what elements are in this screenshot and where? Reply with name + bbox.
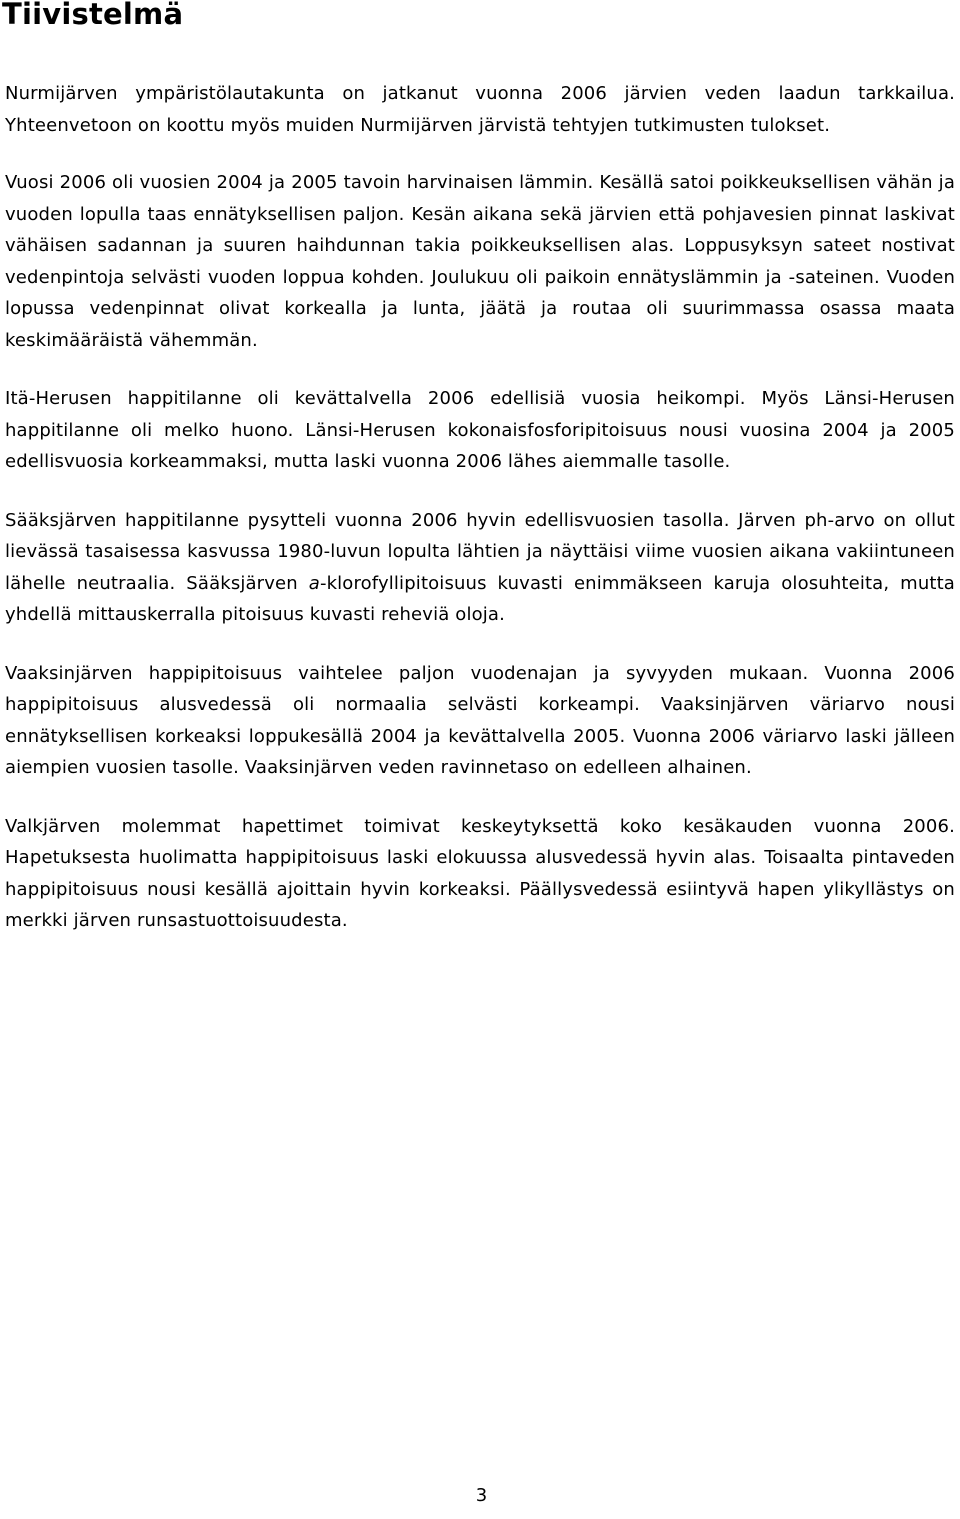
page-number: 3: [475, 1485, 488, 1506]
chlorophyll-a-italic: a: [308, 572, 320, 594]
paragraph-weather-2006: Vuosi 2006 oli vuosien 2004 ja 2005 tavoin harvinaisen lämmin. Kesällä satoi poikkeuksellisen vähän ja vuoden lopulla taas ennätyksellisen paljon. Kesän aikana sekä järvien että pohjavesien pinnat laskivat vähäisen sadannan ja suuren haihdunnan takia poikkeuksellisen alas. Loppusyksyn sateet nostivat vedenpintoja selvästi vuoden loppua kohden. Joulukuu oli paikoin ennätyslämmin ja -sateinen. Vuoden lopussa vedenpinnat olivat korkealla ja lunta, jäätä ja routaa oli suurimmassa osassa maata keskimääräistä vähemmän.: [5, 172, 955, 351]
paragraph-saaksjarvi: [5, 505, 955, 631]
paragraph-saaksjarvi-text-start: Sääksjärven happitilanne pysytteli vuonna 2006 hyvin edellisvuosien tasolla. Järven ph-arvo on ollut lievässä tasaisessa kasvussa 1980-luvun lopulta lähtien ja näyttäisi viime vuosien aikana vakiintuneen lähelle neutraalia. Sääksjärven: [5, 509, 955, 594]
paragraph-saaksjarvi-text-end: -klorofyllipitoisuus kuvasti enimmäkseen karuja olosuhteita, mutta yhdellä mittauskerralla pitoisuus kuvasti reheviä oloja.: [5, 572, 955, 625]
page-title: Tiivistelmä: [2, 0, 184, 31]
document-body: [5, 78, 955, 964]
paragraph-vaaksinjarvi: Vaaksinjärven happipitoisuus vaihtelee paljon vuodenajan ja syvyyden mukaan. Vuonna 2006 happipitoisuus alusvedessä oli normaalia selvästi korkeampi. Vaaksinjärven väriarvo nousi ennätyksellisen korkeaksi loppukesällä 2004 ja kevättalvella 2005. Vuonna 2006 väriarvo laski jälleen aiempien vuosien tasolle. Vaaksinjärven veden ravinnetaso on edelleen alhainen.: [5, 662, 955, 778]
paragraph-valkjarvi: Valkjärven molemmat hapettimet toimivat keskeytyksettä koko kesäkauden vuonna 2006. Hapetuksesta huolimatta happipitoisuus laski elokuussa alusvedessä hyvin alas. Toisaalta pintaveden happipitoisuus nousi kesällä ajoittain hyvin korkeaksi. Päällysvedessä esiintyvä hapen ylikyllästys on merkki järven runsastuottoisuudesta.: [5, 815, 955, 931]
paragraph-introduction: Nurmijärven ympäristölautakunta on jatkanut vuonna 2006 järvien veden laadun tarkkailua. Yhteenvetoon on koottu myös muiden Nurmijärven järvistä tehtyjen tutkimusten tulokset.: [5, 83, 955, 136]
paragraph-herunen: Itä-Herusen happitilanne oli kevättalvella 2006 edellisiä vuosia heikompi. Myös Länsi-Herusen happitilanne oli melko huono. Länsi-Herusen kokonaisfosforipitoisuus nousi vuosina 2004 ja 2005 edellisvuosia korkeammaksi, mutta laski vuonna 2006 lähes aiemmalle tasolle.: [5, 388, 955, 472]
